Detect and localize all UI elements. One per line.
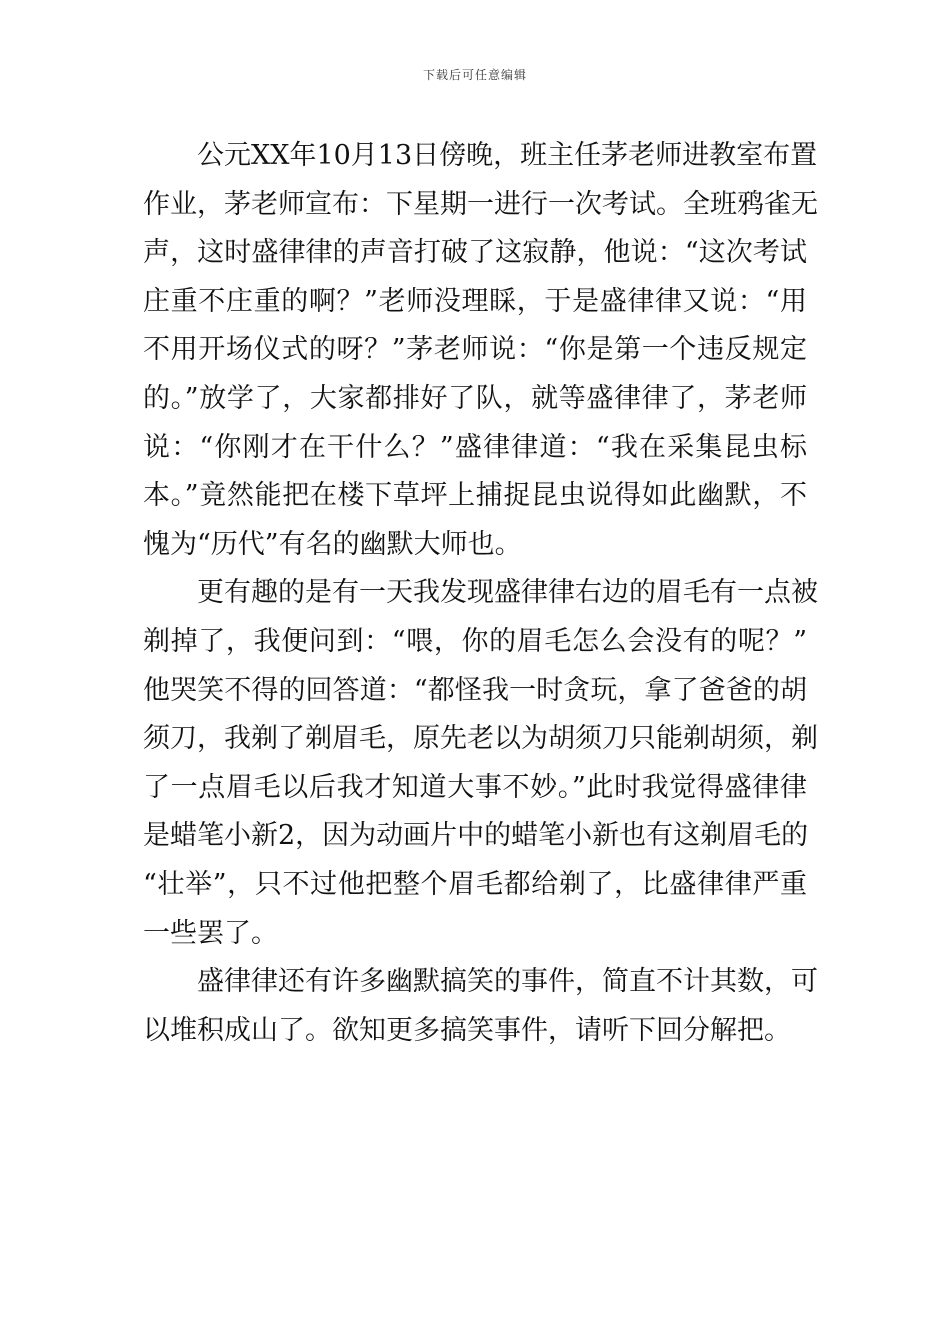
text-line: “壮举”，只不过他把整个眉毛都给剃了，比盛律律严重: [143, 868, 807, 900]
text-line: 他哭笑不得的回答道：“都怪我一时贪玩，拿了爸爸的胡: [143, 674, 807, 706]
text-line: 说：“你刚才在干什么？”盛律律道：“我在采集昆虫标: [143, 431, 807, 463]
text-line: 声，这时盛律律的声音打破了这寂静，他说：“这次考试: [143, 237, 807, 269]
text-line: 公元XX年10月13日傍晚，班主任茅老师进教室布置: [197, 140, 818, 171]
paragraph-2: [143, 569, 818, 958]
text-line: 的。”放学了，大家都排好了队，就等盛律律了，茅老师: [143, 382, 807, 414]
paragraph-1: [143, 132, 818, 569]
text-line: 盛律律还有许多幽默搞笑的事件，简直不计其数，可: [197, 966, 818, 998]
text-line: 庄重不庄重的啊？”老师没理睬，于是盛律律又说：“用: [143, 285, 807, 317]
text-line: 是蜡笔小新2，因为动画片中的蜡笔小新也有这剃眉毛的: [143, 820, 809, 852]
text-line: 一些罢了。: [143, 917, 278, 949]
text-line: 作业，茅老师宣布：下星期一进行一次考试。全班鸦雀无: [143, 188, 818, 220]
text-line: 不用开场仪式的呀？”茅老师说：“你是第一个违反规定: [143, 334, 807, 366]
text-line: 以堆积成山了。欲知更多搞笑事件，请听下回分解把。: [143, 1014, 791, 1046]
paragraph-3: [143, 958, 818, 1055]
text-line: 更有趣的是有一天我发现盛律律右边的眉毛有一点被: [197, 577, 818, 609]
text-line: 剃掉了，我便问到：“喂，你的眉毛怎么会没有的呢？”: [143, 625, 807, 657]
text-line: 须刀，我剃了剃眉毛，原先老以为胡须刀只能剃胡须，剃: [143, 723, 818, 755]
document-body: [143, 132, 818, 1055]
header-note: 下载后可任意编辑: [422, 68, 527, 82]
text-line: 本。”竟然能把在楼下草坪上捕捉昆虫说得如此幽默，不: [143, 480, 807, 512]
text-line: 愧为“历代”有名的幽默大师也。: [143, 528, 522, 560]
text-line: 了一点眉毛以后我才知道大事不妙。”此时我觉得盛律律: [143, 771, 807, 803]
